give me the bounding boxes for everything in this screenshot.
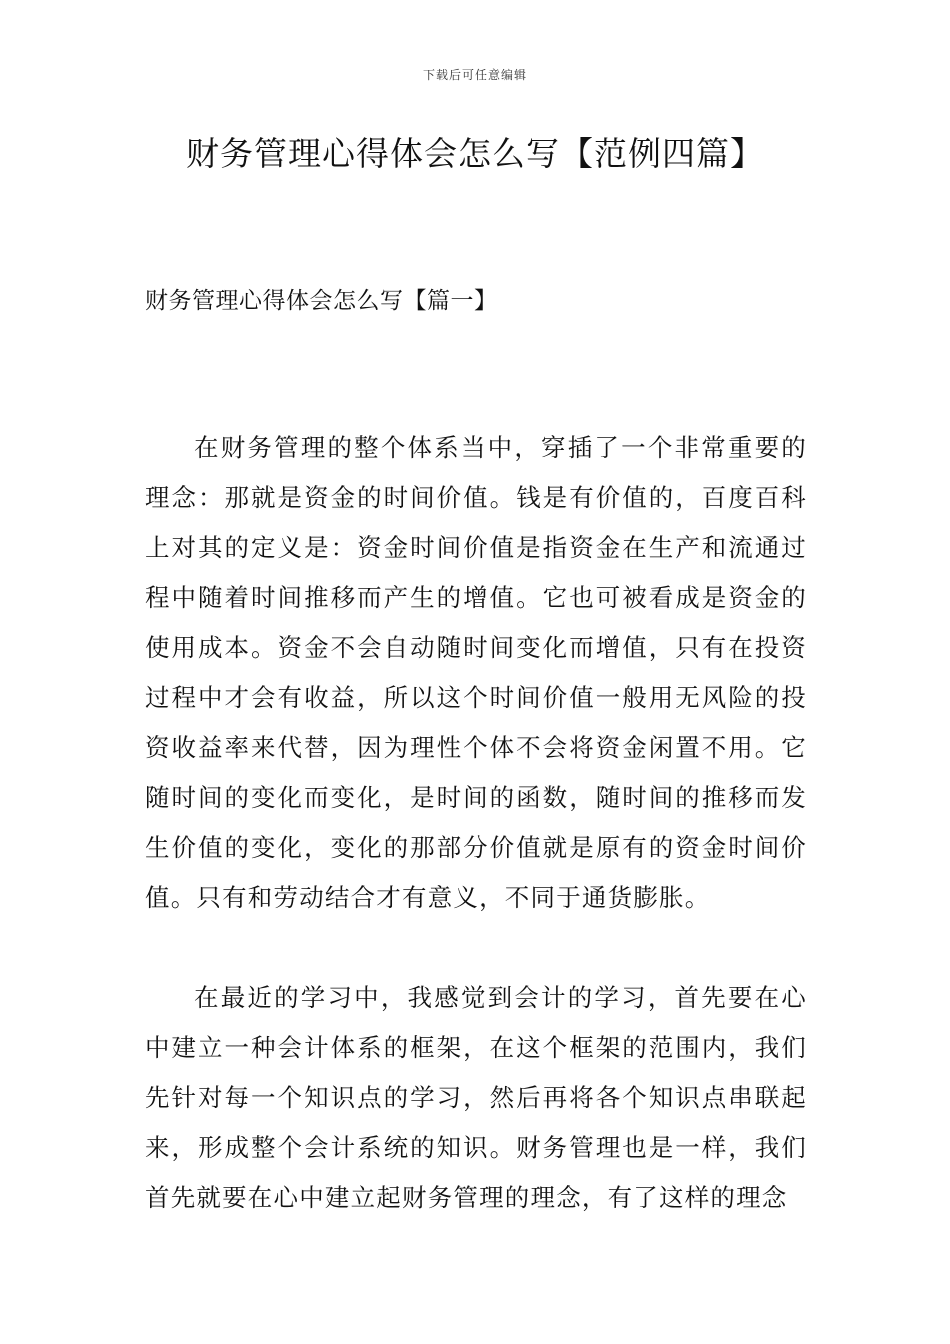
- header-note: 下载后可任意编辑: [422, 68, 527, 82]
- document-title: 财务管理心得体会怎么写【范例四篇】: [186, 134, 764, 173]
- body-paragraph-2: 在最近的学习中，我感觉到会计的学习，首先要在心中建立一种会计体系的框架，在这个框架的范围内，我们先针对每一个知识点的学习，然后再将各个知识点串联起来，形成整个会计系统的知识。财务管理也是一样，我们首先就要在心中建立起财务管理的理念，有了这样的理念: [145, 983, 807, 1212]
- section-heading: 财务管理心得体会怎么写【篇一】: [145, 288, 498, 314]
- body-paragraph-1: 在财务管理的整个体系当中，穿插了一个非常重要的理念：那就是资金的时间价值。钱是有价值的，百度百科上对其的定义是：资金时间价值是指资金在生产和流通过程中随着时间推移而产生的增值。它也可被看成是资金的使用成本。资金不会自动随时间变化而增值，只有在投资过程中才会有收益，所以这个时间价值一般用无风险的投资收益率来代替，因为理性个体不会将资金闲置不用。它随时间的变化而变化，是时间的函数，随时间的推移而发生价值的变化，变化的那部分价值就是原有的资金时间价值。只有和劳动结合才有意义，不同于通货膨胀。: [145, 433, 807, 912]
